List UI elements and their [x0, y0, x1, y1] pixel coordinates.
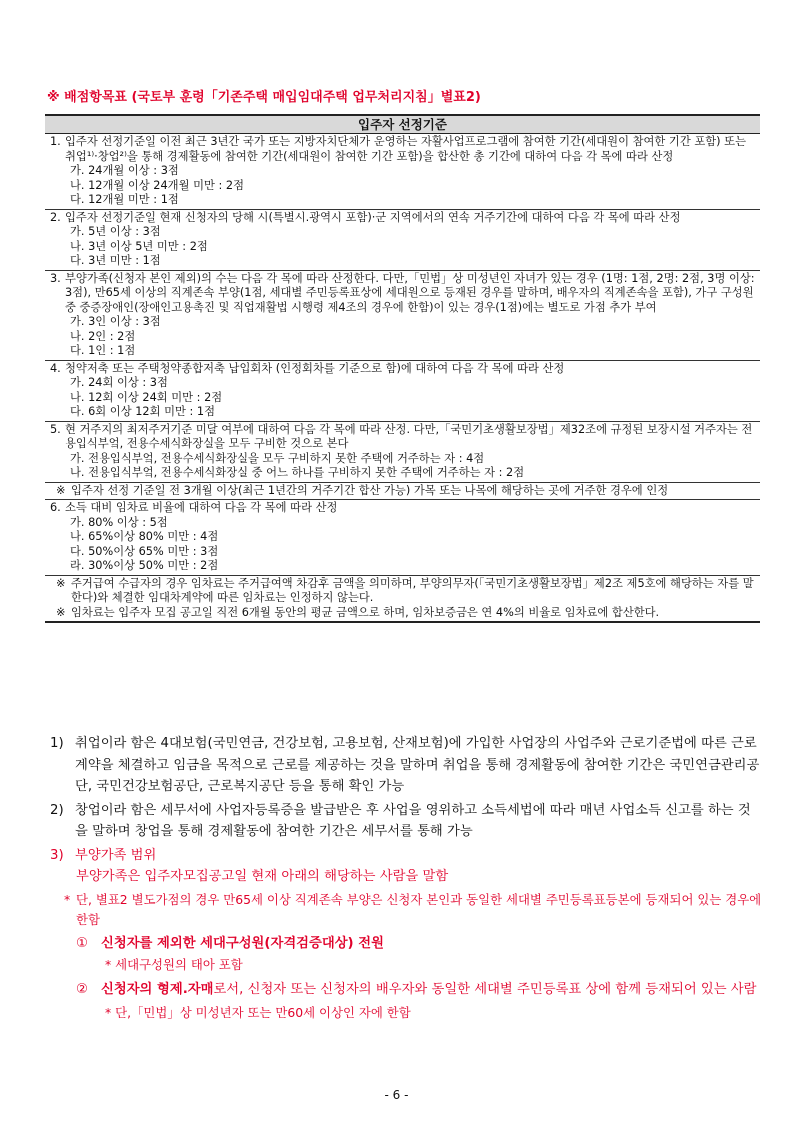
- score-item: 나. 12회 이상 24회 미만 : 2점: [70, 390, 223, 404]
- dependent-definition: 부양가족은 입주자모집공고일 현재 아래의 해당하는 사람을 말함: [76, 869, 449, 884]
- score-item: 가. 5년 이상 : 3점: [70, 225, 161, 238]
- score-item: 가. 24개월 이상 : 3점: [70, 164, 179, 177]
- score-item: 다. 6회 이상 12회 미만 : 1점: [70, 405, 215, 418]
- score-item: 가. 80% 이상 : 5점: [70, 515, 168, 529]
- category-2-note: * 단,「민법」상 미성년자 또는 만60세 이상인 자에 한함: [105, 1005, 411, 1020]
- category-bold-text: 신청자의 형제.자매: [101, 982, 214, 997]
- score-item: 나. 12개월 이상 24개월 미만 : 2점: [70, 178, 245, 192]
- score-item: 나. 65%이상 80% 미만 : 4점: [70, 530, 219, 543]
- section-text: 소득 대비 임차료 비율에 대하여 다음 각 목에 따라 산정: [65, 501, 338, 514]
- score-item: 라. 30%이상 50% 미만 : 2점: [70, 559, 219, 572]
- category-text: 로서, 신청자 또는 신청자의 배우자와 동일한 세대별 주민등록표 상에 함께 등재되어 있는 사람: [213, 982, 757, 997]
- score-item: 나. 3년 이상 5년 미만 : 2점: [70, 239, 208, 253]
- score-item: 다. 12개월 미만 : 1점: [70, 193, 179, 206]
- dependent-exception-note: [50, 890, 762, 931]
- table-header: 입주자 선정기준: [45, 114, 760, 134]
- criteria-section-5: [45, 422, 760, 483]
- footnote-text: 취업이라 함은 4대보험(국민연금, 건강보험, 고용보험, 산재보험)에 가입한 사업장의 사업주와 근로기준법에 따른 근로계약을 체결하고 임금을 목적으로 근로를 제공하는 것을 말하며 취업을 통해 경제활동에 참여한 기간은 국민연금관리공단, 국민건강보험공단, 근로복지공단 등을 통해 확인 가능: [75, 736, 760, 794]
- category-text: 신청자를 제외한 세대구성원(자격검증대상) 전원: [101, 935, 384, 951]
- section-number: 3.: [50, 271, 61, 285]
- note-mark: ※: [56, 605, 66, 619]
- section-number: 6.: [50, 501, 61, 514]
- circled-number: ①: [76, 935, 88, 951]
- footnote-number: 1): [50, 736, 64, 751]
- score-item: 나. 2인 : 2점: [70, 329, 136, 343]
- document-title: ※ 배점항목표 (국토부 훈령「기존주택 매입임대주택 업무처리지침」별표2): [47, 90, 481, 105]
- footnote-text: 창업이라 함은 세무서에 사업자등록증을 발급받은 후 사업을 영위하고 소득세법에 따라 매년 사업소득 신고를 하는 것을 말하며 창업을 통해 경제활동에 참여한 기간은 세무서를 통해 가능: [75, 802, 751, 839]
- page-number: - 6 -: [384, 1088, 409, 1102]
- score-item: 다. 1인 : 1점: [70, 344, 136, 357]
- footnote-number: 2): [50, 802, 64, 818]
- footnote-number: 3): [50, 847, 64, 863]
- section-number: 5.: [50, 422, 61, 436]
- selection-criteria-table: [45, 114, 760, 623]
- section-text: 입주자 선정기준일 현재 신청자의 당해 시(특별시.광역시 포함)·군 지역에서의 연속 거주기간에 대하여 다음 각 목에 따라 산정: [65, 210, 681, 224]
- note-mark: ※: [56, 483, 66, 497]
- category-1-note: * 세대구성원의 태아 포함: [105, 956, 243, 972]
- section-number: 2.: [50, 210, 61, 224]
- note-mark: ※: [56, 576, 66, 590]
- note-text: 단, 별표2 별도가점의 경우 만65세 이상 직계존속 부양은 신청자 본인과 동일한 세대별 주민등록표등본에 등재되어 있는 경우에 한함: [76, 891, 762, 927]
- criteria-section-6: [45, 500, 760, 576]
- score-item: 가. 3인 이상 : 3점: [70, 315, 161, 328]
- footnotes: [50, 733, 762, 1024]
- section-number: 4.: [50, 361, 61, 375]
- footnote-1: [50, 733, 762, 798]
- note-text: 입주자 선정 기준일 전 3개월 이상(최근 1년간의 거주기간 합산 가능) 가목 또는 나목에 해당하는 곳에 거주한 경우에 인정: [71, 483, 669, 497]
- criteria-section-1: [45, 134, 760, 210]
- footnote-title: 부양가족 범위: [75, 847, 157, 863]
- criteria-section-4: [45, 361, 760, 422]
- section-text: 청약저축 또는 주택청약종합저축 납입회차 (인정회차를 기준으로 함)에 대하여 다음 각 목에 따라 산정: [65, 361, 565, 375]
- score-item: 다. 3년 미만 : 1점: [70, 254, 161, 267]
- score-item: 나. 전용입식부엌, 전용수세식화장실 중 어느 하나를 구비하지 못한 주택에 거주하는 자 : 2점: [70, 466, 525, 479]
- score-item: 다. 50%이상 65% 미만 : 3점: [70, 544, 219, 558]
- note-text: 주거급여 수급자의 경우 임차료는 주거급여액 차감후 금액을 의미하며, 부양의무자(「국민기초생활보장법」제2조 제5호에 해당하는 자를 말한다)와 체결한 임대차계약에 따른 임차료는 인정하지 않는다.: [71, 576, 754, 604]
- dependent-category-2: [50, 979, 762, 1001]
- criteria-section-5-note: [45, 483, 760, 501]
- footnote-2: [50, 800, 762, 843]
- section-text: 입주자 선정기준일 이전 최근 3년간 국가 또는 지방자치단체가 운영하는 자활사업프로그램에 참여한 기간(세대원이 참여한 기간 포함) 또는 취업¹⁾·창업²⁾을 통해 경제활동에 참여한 기간(세대원이 참여한 기간 포함)을 합산한 총 기간에 대하여 다음 각 목에 따라 산정: [65, 135, 746, 163]
- criteria-section-6-notes: [45, 576, 760, 624]
- criteria-section-3: [45, 271, 760, 361]
- section-number: 1.: [50, 135, 61, 148]
- footnote-3: [50, 845, 762, 867]
- score-item: 가. 24회 이상 : 3점: [70, 376, 168, 389]
- star-mark: *: [64, 891, 71, 907]
- section-text: 부양가족(신청자 본인 제외)의 수는 다음 각 목에 따라 산정한다. 다만,「민법」상 미성년인 자녀가 있는 경우 (1명: 1점, 2명: 2점, 3명 이상: 3점), 만65세 이상의 직계존속 부양(1점, 세대별 주민등록표상에 세대원으로 등재된 경우를 말하며, 배우자의 직계존속을 포함), 가구 구성원 중 중증장애인(장애인고용촉진 및 직업재활법 시행령 제4조의 경우에 한함)이 있는 경우(1점)에는 별도로 가점 추가 부여: [65, 271, 755, 314]
- score-item: 가. 전용입식부엌, 전용수세식화장실을 모두 구비하지 못한 주택에 거주하는 자 : 4점: [70, 451, 485, 465]
- section-text: 현 거주지의 최저주거기준 미달 여부에 대하여 다음 각 목에 따라 산정. 다만,「국민기초생활보장법」제32조에 규정된 보장시설 거주자는 전용입식부엌, 전용수세식화장실을 모두 구비한 것으로 본다: [65, 422, 753, 450]
- note-text: 임차료는 입주자 모집 공고일 직전 6개월 동안의 평균 금액으로 하며, 임차보증금은 연 4%의 비율로 임차료에 합산한다.: [71, 605, 660, 619]
- dependent-category-1: [50, 933, 762, 955]
- criteria-section-2: [45, 210, 760, 271]
- circled-number: ②: [76, 982, 88, 997]
